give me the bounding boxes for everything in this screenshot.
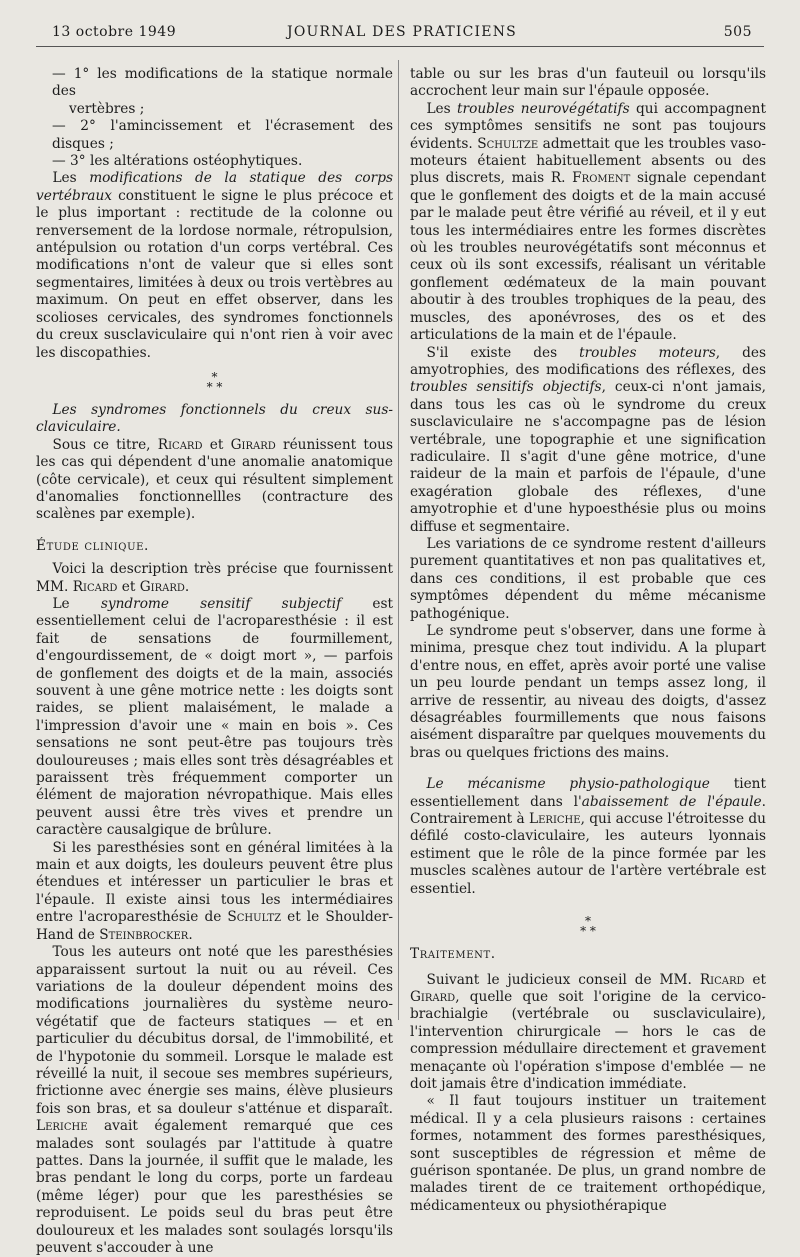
list-item-3: — 3° les altérations ostéophytiques. [52,153,303,170]
text-run: . [188,926,193,943]
paragraph-troubles-moteurs [410,345,766,536]
spacer [410,762,766,776]
paragraph-statique [36,170,393,361]
emphasis: abaissement de l'épaule [581,793,762,810]
journal-title: JOURNAL DES PRATICIENS [287,24,517,40]
text-run: , quelle que soit l'origine de la cervico-brachialgie (vertébrale ou susclaviculaire), l'intervention chirurgicale — hors le cas de compression médullaire directement et gravement menaçante où l'opération s'impose d'emblée — ne doit jamais être d'indication immédiate. [410,988,766,1092]
text-run: et [117,578,140,595]
paragraph-continuation: table ou sur les bras d'un fauteuil ou lorsqu'ils accrochent leur main sur l'épaule opposée. [410,66,766,100]
text-run: , ceux-ci n'ont jamais, dans tous les cas où le syndrome du creux susclaviculaire ne s'accompagne pas de lésion vertébrale, une topographie et une signification radiculaire. Il s'agit d'une gêne motrice, d'une raideur de la main et parfois de l'épaule, d'une exagération globale des réflexes, d'une amyotrophie et d'une hypoesthésie plus ou moins diffuse et segmentaire. [410,379,767,535]
text-run: . [184,578,190,595]
text-run: tient essentiellement dans l' [410,776,766,810]
paragraph-neurovegetatifs [410,101,766,345]
author-name: Leriche [529,811,581,828]
text-run: réunissent tous les cas qui dépendent d'une anomalie anatomique (côte cervicale), et ceux qui résultent simplement d'anomalies fonctionnellles (contracture des scalènes par exemple). [36,436,393,523]
emphasis: syndrome sensitif subjectif [100,595,342,612]
text-run: admettait que les troubles vaso-moteurs étaient habituellement absents ou des plus discrets, mais R. [410,135,766,187]
spacer [36,524,393,538]
paragraph-sous-ce-titre [36,437,393,524]
emphasis: troubles neurovégétatifs [457,100,630,117]
author-name: Girard [139,578,185,595]
list-item-2: — 2° l'amincissement et l'écrasement des disques ; [52,118,393,152]
text-run: et le Shoulder-Hand de [36,909,393,943]
heading-etude-clinique: Étude clinique. [36,537,149,554]
page-number: 505 [723,24,752,40]
paragraph-suivant [410,972,766,1094]
issue-date: 13 octobre 1949 [52,24,177,40]
section-stars [36,369,393,394]
text-run: signale cependant que le gonflement des doigts et de la main accusé par le malade peut être vérifié au réveil, et il y eut tous les intermédiaires entre les formes discrètes où les troubles neurovégétatifs sont méconnus et ceux où ils sont excessifs, réalisant un véritable gonflement œdémateux de la main pouvant aboutir à des troubles trophiques de la peau, des muscles, des aponévroses, des os et des articulations de la main et de l'épaule. [410,170,766,344]
text-run: qui accompagnent ces symptômes sensitifs ne sont pas toujours évidents. [410,100,766,152]
spacer [410,964,766,972]
column-divider [398,60,399,1020]
list-item-1-cont: vertèbres ; [69,100,145,117]
author-name: Girard [230,436,276,453]
header-rule [36,46,764,47]
heading-traitement: Traitement. [410,946,496,963]
paragraph-paresthesies [36,840,393,944]
emphasis: troubles moteurs [579,344,716,361]
list-item-1-text: — 1° les modifications de la statique normale des [52,66,393,100]
paragraph-syndrome-sensitif [36,596,393,840]
author-name: Schultze [477,135,539,152]
paragraph-voici [36,561,393,596]
author-name: Froment [572,170,631,187]
paragraph-variations: Les variations de ce syndrome restent d'ailleurs purement quantitatives et non pas qualitatives et, dans ces conditions, il est probable que ces symptômes dépendent du même mécanisme pathogénique. [410,535,766,622]
text-run: Suivant le judicieux conseil de MM. [426,971,700,988]
section-title-text: Les syndromes fonctionnels du creux sus-claviculaire. [36,401,393,436]
text-run: . Contrairement à [410,793,766,828]
text-run: constituent le signe le plus précoce et le plus important : rectitude de la colonne ou renversement de la lordose normale, rétropulsion, antépulsion ou rotation d'un corps vertébral. Ces modifications n'ont de valeur que si elles sont segmentaires, limitées à deux ou trois vertèbres au maximum. On peut en effet observer, dans les scolioses cervicales, des syndromes fonctionnels du creux susclaviculaire qui n'ont rien à voir avec les discopathies. [36,187,393,361]
left-column [36,66,393,1257]
text-run: Les [52,170,90,187]
emphasis: modifications de la statique des corps vertébraux [36,170,393,204]
text-run: S'il existe des [426,344,580,361]
text-run: Le [52,595,101,612]
list-item-1 [36,66,393,118]
text-run: Voici la description très précise que fournissent MM. [36,561,393,595]
text-run: Si les paresthésies sont en général limitées à la main et aux doigts, les douleurs peuvent être plus étendues et intéresser un particulier le bras et l'épaule. Il existe ainsi tous les intermédiaires entre l'acroparesthésie de [36,839,393,926]
emphasis: Le mécanisme physio-pathologique [426,776,710,793]
author-name: Schultz [227,909,282,926]
paragraph-syndrome-minima: Le syndrome peut s'observer, dans une forme à minima, presque chez tout individu. A la plupart d'entre nous, en effet, après avoir porté une valise un peu lourde pendant un temps assez long, il arrive de ressentir, au niveau des doigts, d'assez désagréables fourmillements que nous faisons aisément disparaître par quelques mouvements du bras ou quelques frictions des mains. [410,623,766,761]
author-name: Girard [410,988,456,1005]
text-run: , qui accuse l'étroitesse du défilé costo-claviculaire, les auteurs lyonnais estiment que le rôle de la pince formée par les muscles scalènes autour de l'artère vertébrale est essentiel. [410,811,766,897]
paragraph-mecanisme [410,776,766,898]
text-run: Les [426,100,458,117]
author-name: Ricard [699,971,745,988]
star-bottom: * * [580,924,596,939]
author-name: Steinbrocker [99,926,189,943]
text-run: et [202,436,231,453]
text-run: et [744,971,766,988]
text-run: Tous les auteurs ont noté que les paresthésies apparaissent surtout la nuit ou au réveil. Ces variations de la douleur dépendent moins des modifications journalières du système neuro-végétatif que de facteurs statiques — et en particulier du décubitus dorsal, de l'immobilité, et de l'hypotonie du sommeil. Lorsque le malade est réveillé la nuit, il secoue ses membres supérieurs, frictionne avec énergie ses mains, élève plusieurs fois son bras, et sa douleur s'atténue et disparaît. [36,944,393,1117]
paragraph-il-faut: « Il faut toujours instituer un traitement médical. Il y a cela plusieurs raisons : certaines formes, notamment des formes paresthésiques, sont susceptibles de régression et même de guérison spontanée. De plus, un grand nombre de malades tirent de ce traitement orthopédique, médicamenteux ou physiothérapique [410,1093,766,1214]
right-column [410,66,766,1215]
emphasis: troubles sensitifs objectifs [410,379,602,396]
text-run: Sous ce titre, [52,436,158,453]
text-run: est essentiellement celui de l'acroparesthésie : il est fait de sensations de fourmillement, d'engourdissement, de « doigt mort », — parfois de gonflement des doigts et de la main, associés souvent à une gêne motrice nette : les doigts sont raides, se plient malaisément, le malade a l'impression d'avoir une « main en bois ». Ces sensations ne sont peut-être pas toujours très douloureuses ; mais elles sont très désagréables et paraissent très fréquemment comporter un élément de majoration névropathique. Mais elles peuvent aussi être très vives et prendre un caractère causalgique de brûlure. [36,595,393,839]
star-top: * [585,914,591,929]
paragraph-tous-les-auteurs [36,944,393,1257]
author-name: Ricard [157,436,203,453]
author-name: Leriche [36,1118,88,1135]
star-bottom: * * [206,379,223,394]
section-title [36,402,393,437]
text-run: avait également remarqué que ces malades sont soulagés par l'attitude à quatre pattes. Dans la journée, il suffit que le malade, les bras pendant le long du corps, porte un fardeau (même léger) pour que les paresthésies se reproduisent. Le poids seul du bras peut être douloureux et les malades sont soulagés lorsqu'ils peuvent s'accouder à une [36,1118,393,1256]
section-stars [410,914,766,939]
text-run: , des amyotrophies, des modifications des réflexes, des [410,344,767,378]
star-top: * [211,369,218,384]
page-header [52,24,752,46]
author-name: Ricard [72,578,118,595]
